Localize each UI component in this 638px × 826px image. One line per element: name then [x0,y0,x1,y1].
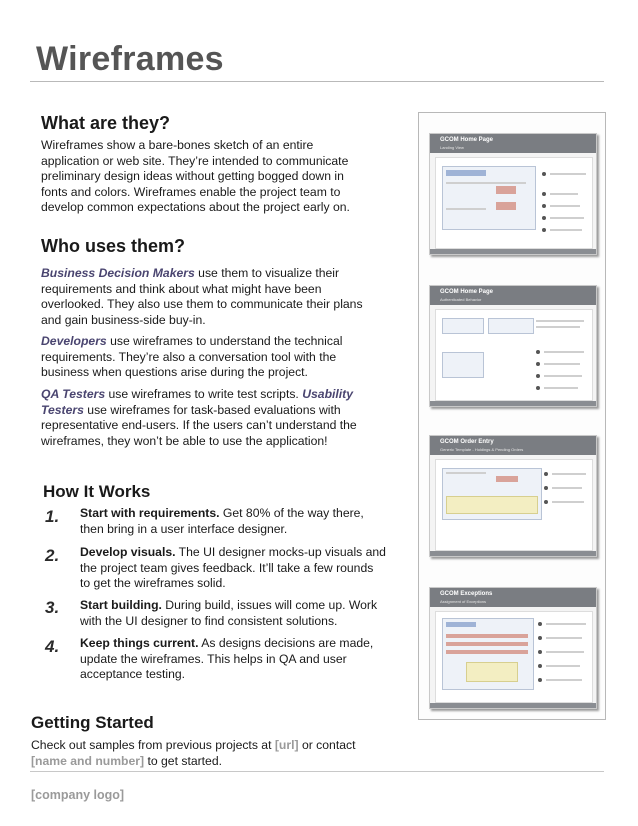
qa-mid: use wireframes to write test scripts. [105,387,303,401]
step-text [80,636,373,683]
developers-line: use wireframes to understand the technical [106,334,343,348]
step-text [80,598,377,629]
step-line: During build, issues will come up. Work [161,598,378,612]
wireframe-thumbnail [429,435,597,557]
who-heading: Who uses them? [41,236,186,256]
thumbnail-subtitle: Assignment of Exceptions [440,599,487,604]
business-paragraph [41,266,363,328]
page-title: Wireframes [36,40,224,78]
footer-divider [30,771,604,772]
company-logo-placeholder: [company logo] [31,788,125,802]
business-line: overlooked. They also use them to communicate their plans [41,297,363,312]
what-line: develop common expectations about the project early on. [41,200,350,215]
usability-lead-cont: Testers [41,402,84,417]
step-number: 2. [45,546,60,565]
testers-paragraph [41,387,357,449]
step-number: 1. [45,507,60,526]
thumbnail-body [435,459,593,551]
usability-lead: Usability [302,387,354,401]
wireframe-thumbnail [429,587,597,709]
step-text [80,506,364,537]
thumbnail-subtitle: Landing View [440,145,464,150]
developers-line: business when questions arise during the project. [41,365,308,380]
thumbnail-body [435,309,593,401]
what-line: application or web site. They’re intended to communicate [41,153,349,168]
contact-placeholder: [name and number] [31,753,145,768]
what-paragraph [41,138,350,216]
what-line: fonts and colors. Wireframes enable the project team to [41,184,341,199]
developers-lead: Developers [41,334,107,348]
step-lead: Develop visuals. [80,545,176,559]
thumbnail-title: GCOM Exceptions [440,591,493,597]
business-lead: Business Decision Makers [41,266,195,280]
step-line: the project team gives feedback. It’ll take a few rounds [80,560,374,575]
qa-line: representative end-users. If the users can’t understand the [41,418,357,433]
getting-started-heading: Getting Started [31,713,154,732]
thumbnail-subtitle: Generic Template - Holdings & Pending Orders [440,447,524,452]
step-line: with the UI designer to find consistent solutions. [80,613,338,628]
thumbnail-header [430,134,596,153]
business-line: use them to visualize their [194,266,340,280]
step-lead: Keep things current. [80,636,199,650]
what-heading: What are they? [41,113,171,133]
business-line: and gain business-side buy-in. [41,312,206,327]
thumbnail-header [430,588,596,607]
step-lead: Start with requirements. [80,506,220,520]
thumbnail-subtitle: Authenticated Behavior [440,297,482,302]
step-line: acceptance testing. [80,667,186,682]
step-line: As designs decisions are made, [198,636,374,650]
step-text [80,545,386,592]
gs-text: Check out samples from previous projects at [31,738,275,752]
step-line: Get 80% of the way there, [219,506,364,520]
title-divider [30,81,604,82]
thumbnail-title: GCOM Order Entry [440,439,494,445]
step-number: 3. [45,598,60,617]
thumbnail-header [430,286,596,305]
wireframe-thumbnail [429,285,597,407]
step-line: update the wireframes. This helps in QA and user [80,651,347,666]
getting-started-paragraph [31,738,355,769]
what-line: Wireframes show a bare-bones sketch of an entire [41,138,314,152]
wireframe-thumbnail [429,133,597,255]
step-line: then bring in a user interface designer. [80,521,288,536]
thumbnail-title: GCOM Home Page [440,289,494,295]
url-placeholder: [url] [274,738,299,752]
step-line: The UI designer mocks-up visuals and [175,545,386,559]
step-line: to get the wireframes solid. [80,576,226,591]
step-lead: Start building. [80,598,162,612]
qa-line: wireframes, they won’t be able to use the application! [41,433,328,448]
developers-line: requirements. They’re also a conversation tool with the [41,349,337,364]
how-heading: How It Works [43,482,151,501]
step-number: 4. [45,637,60,656]
thumbnail-body [435,157,593,249]
business-line: requirements and think about what might have been [41,281,322,296]
thumbnail-body [435,611,593,703]
what-line: preliminary design ideas without getting bogged down in [41,169,344,184]
developers-paragraph [41,334,342,381]
thumbnail-title: GCOM Home Page [440,137,494,143]
qa-lead: QA Testers [41,387,106,401]
qa-line: use wireframes for task-based evaluations with [83,402,341,417]
gs-text: or contact [298,738,356,752]
gs-text: to get started. [144,753,223,768]
thumbnail-header [430,436,596,455]
wireframe-samples-panel [418,112,606,720]
